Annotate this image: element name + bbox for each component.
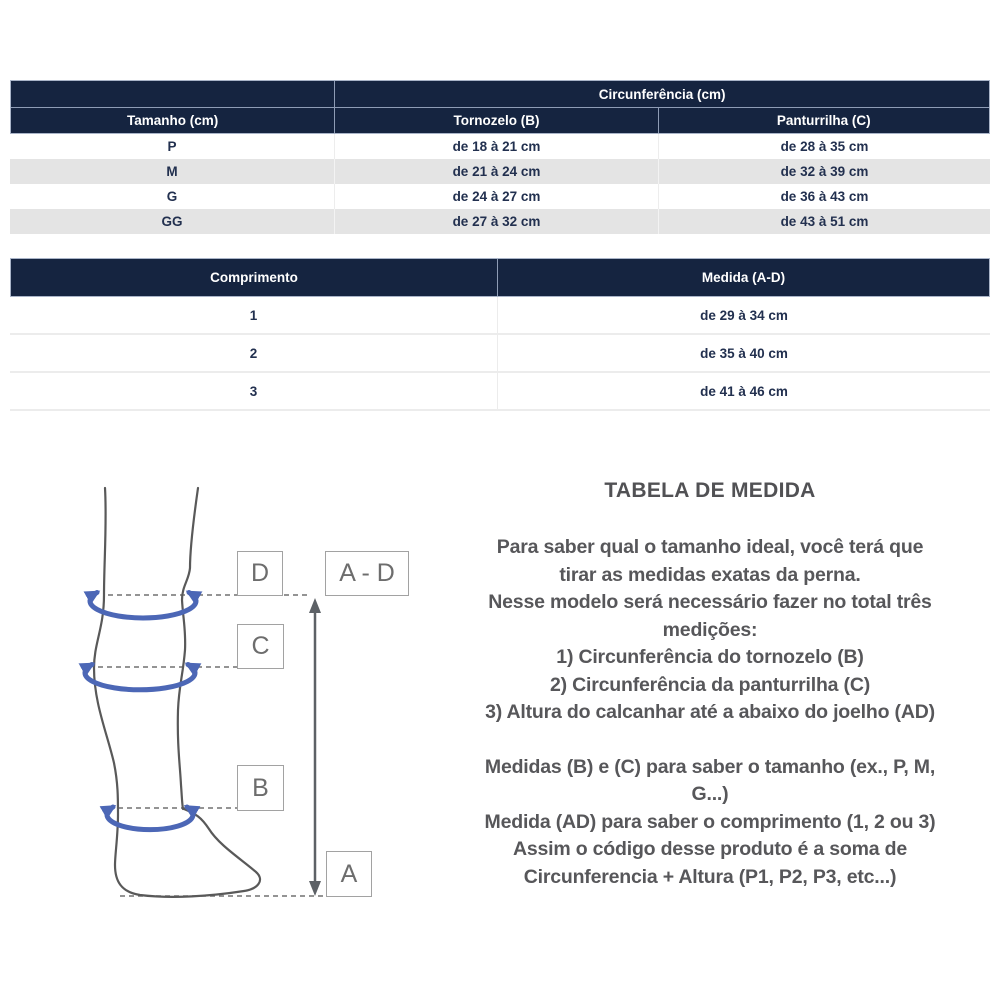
size-cell: P: [167, 139, 177, 154]
measure-range-cell: de 29 à 34 cm: [497, 297, 990, 333]
leg-outline: [94, 488, 260, 897]
instructions-title: TABELA DE MEDIDA: [604, 479, 816, 502]
instruction-line: Medidas (B) e (C) para saber o tamanho (ex., P, M,: [484, 755, 936, 778]
size-table-header: [10, 80, 990, 134]
table-row: [10, 209, 990, 234]
table-row: [10, 159, 990, 184]
ankle-range-cell: de 21 à 24 cm: [334, 159, 658, 184]
calf-range-cell: de 36 à 43 cm: [658, 184, 990, 209]
instructions-paragraph-1: [425, 534, 995, 727]
circumference-size-table: [10, 80, 990, 234]
measurement-instructions: [425, 479, 995, 891]
calf-range-cell: de 28 à 35 cm: [658, 134, 990, 159]
column-header-tamanho: Tamanho (cm): [127, 113, 219, 128]
column-header-medida-ad: Medida (A-D): [497, 259, 989, 296]
column-header-tornozelo: Tornozelo (B): [334, 108, 657, 133]
column-header-comprimento: Comprimento: [210, 270, 298, 285]
label-box-d: D: [237, 551, 283, 596]
calf-range-cell: de 32 à 39 cm: [658, 159, 990, 184]
instruction-line: tirar as medidas exatas da perna.: [559, 563, 861, 586]
table-row: [10, 134, 990, 159]
instruction-line: medições:: [662, 618, 758, 641]
leg-measurement-diagram: [60, 468, 420, 930]
instruction-line: 3) Altura do calcanhar até a abaixo do joelho (AD): [485, 701, 935, 723]
table-row: [10, 297, 990, 335]
group-header-circumference: Circunferência (cm): [334, 81, 989, 107]
instructions-paragraph-2: [425, 754, 995, 892]
table-row: [10, 373, 990, 411]
measure-range-cell: de 41 à 46 cm: [497, 373, 990, 409]
size-cell: M: [166, 164, 178, 179]
empty-header-cell: [11, 81, 334, 107]
table-row: [10, 184, 990, 209]
length-cell: 1: [249, 307, 258, 323]
instruction-line: Para saber qual o tamanho ideal, você terá que: [496, 536, 924, 558]
circumference-arrow-b: [107, 807, 193, 830]
length-table-header: [10, 258, 990, 297]
size-table-group-row: [11, 81, 989, 107]
height-arrow-a-d: [309, 598, 321, 896]
ankle-range-cell: de 18 à 21 cm: [334, 134, 658, 159]
label-box-a-d: A - D: [325, 551, 409, 596]
instruction-line: Nesse modelo será necessário fazer no total três: [488, 591, 932, 613]
circumference-arrow-d: [90, 593, 196, 618]
instruction-line: Assim o código desse produto é a soma de: [512, 838, 907, 860]
circumference-arrow-c: [85, 665, 195, 690]
instruction-line: Circunferencia + Altura (P1, P2, P3, etc...): [523, 865, 897, 888]
instruction-line: G...): [691, 783, 729, 805]
label-box-b: B: [237, 765, 284, 811]
label-box-c: C: [237, 624, 284, 669]
length-cell: 3: [249, 383, 258, 399]
column-header-panturrilha: Panturrilha (C): [658, 108, 989, 133]
length-table-columns-row: [11, 259, 989, 296]
ankle-range-cell: de 24 à 27 cm: [334, 184, 658, 209]
circumference-arrows: [85, 593, 196, 830]
dashed-guide-lines: [98, 595, 338, 896]
calf-range-cell: de 43 à 51 cm: [658, 209, 990, 234]
instruction-line: 1) Circunferência do tornozelo (B): [556, 646, 864, 668]
instruction-line: 2) Circunferência da panturrilha (C): [549, 673, 871, 696]
measure-range-cell: de 35 à 40 cm: [497, 335, 990, 371]
instruction-line: Medida (AD) para saber o comprimento (1, 2 ou 3): [484, 810, 936, 833]
ankle-range-cell: de 27 à 32 cm: [334, 209, 658, 234]
size-cell: GG: [161, 214, 183, 229]
length-table: [10, 258, 990, 411]
size-cell: G: [166, 189, 178, 204]
table-row: [10, 335, 990, 373]
size-table-columns-row: [11, 107, 989, 133]
label-box-a: A: [326, 851, 372, 897]
length-cell: 2: [249, 345, 258, 361]
